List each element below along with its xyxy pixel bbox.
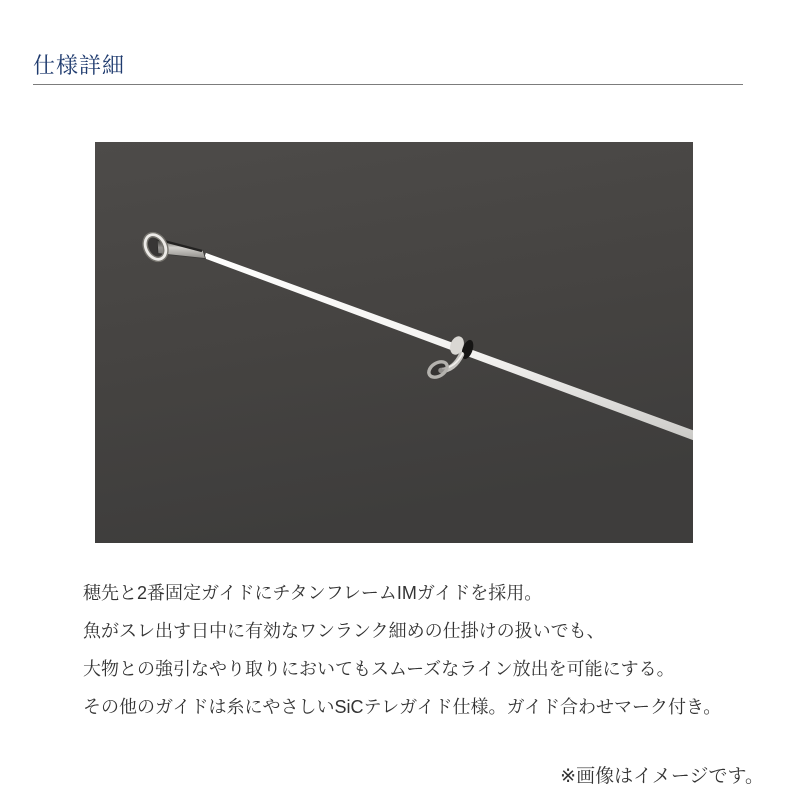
spec-description: [83, 574, 763, 726]
product-photo: [95, 142, 693, 543]
section-title: 仕様詳細: [33, 53, 126, 78]
spec-line: その他のガイドは糸にやさしいSiCテレガイド仕様。ガイド合わせマーク付き。: [83, 697, 722, 717]
photo-background: [95, 142, 693, 543]
spec-line: 魚がスレ出す日中に有効なワンランク細めの仕掛けの扱いでも、: [83, 621, 605, 641]
section-divider: [33, 84, 743, 85]
image-disclaimer: ※画像はイメージです。: [560, 766, 764, 787]
rod-photo-graphic: [95, 142, 693, 543]
spec-line: 穂先と2番固定ガイドにチタンフレームIMガイドを採用。: [83, 583, 543, 603]
spec-line: 大物との強引なやり取りにおいてもスムーズなライン放出を可能にする。: [83, 659, 675, 679]
